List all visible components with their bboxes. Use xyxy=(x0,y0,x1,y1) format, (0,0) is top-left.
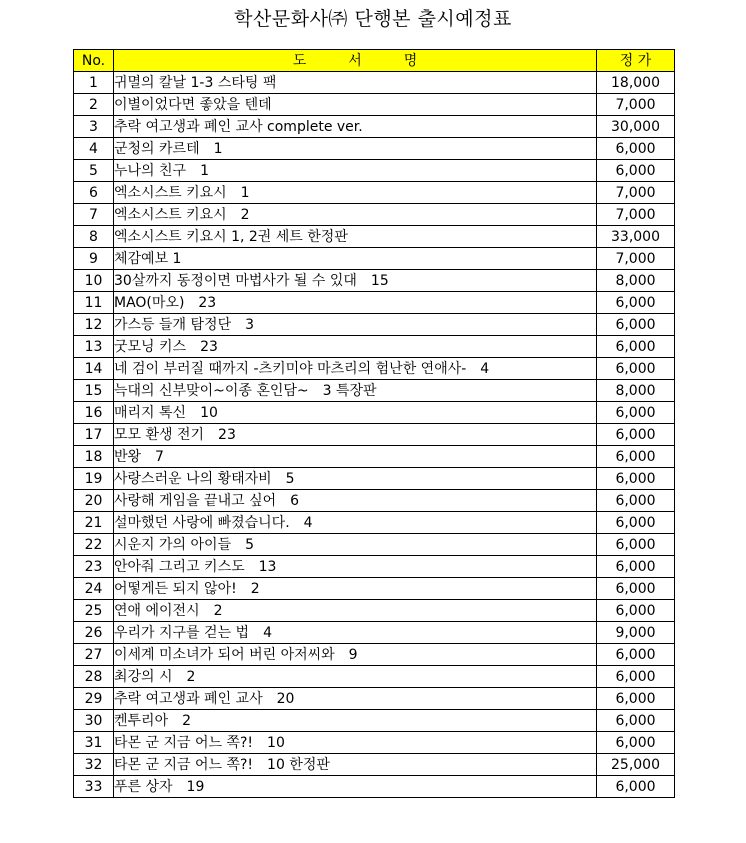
book-title: 푸른 상자 19 xyxy=(114,776,597,798)
book-title: 이별이었다면 좋았을 텐데 xyxy=(114,94,597,116)
table-row xyxy=(74,622,675,644)
book-title: 추락 여고생과 폐인 교사 complete ver. xyxy=(114,116,597,138)
row-number: 4 xyxy=(74,138,114,160)
book-price: 6,000 xyxy=(597,402,675,424)
book-price: 8,000 xyxy=(597,380,675,402)
book-title: 어떻게든 되지 않아! 2 xyxy=(114,578,597,600)
row-number: 26 xyxy=(74,622,114,644)
table-row xyxy=(74,424,675,446)
page-title: 학산문화사㈜ 단행본 출시예정표 xyxy=(234,8,512,30)
row-number: 21 xyxy=(74,512,114,534)
book-price: 9,000 xyxy=(597,622,675,644)
book-title: 타몬 군 지금 어느 쪽?! 10 xyxy=(114,732,597,754)
row-number: 11 xyxy=(74,292,114,314)
row-number: 24 xyxy=(74,578,114,600)
book-price: 7,000 xyxy=(597,204,675,226)
row-number: 20 xyxy=(74,490,114,512)
row-number: 7 xyxy=(74,204,114,226)
header-no: No. xyxy=(74,50,114,72)
book-price: 6,000 xyxy=(597,578,675,600)
book-price: 6,000 xyxy=(597,160,675,182)
table-row xyxy=(74,270,675,292)
book-price: 30,000 xyxy=(597,116,675,138)
book-price: 6,000 xyxy=(597,666,675,688)
book-price: 6,000 xyxy=(597,314,675,336)
book-title: 이세계 미소녀가 되어 버린 아저씨와 9 xyxy=(114,644,597,666)
book-title: 엑소시스트 키요시 2 xyxy=(114,204,597,226)
table-row xyxy=(74,402,675,424)
table-row xyxy=(74,204,675,226)
table-row xyxy=(74,468,675,490)
row-number: 19 xyxy=(74,468,114,490)
book-price: 6,000 xyxy=(597,358,675,380)
table-row xyxy=(74,182,675,204)
table-row xyxy=(74,754,675,776)
table-row xyxy=(74,380,675,402)
book-title: 시운지 가의 아이들 5 xyxy=(114,534,597,556)
book-price: 6,000 xyxy=(597,424,675,446)
book-title: MAO(마오) 23 xyxy=(114,292,597,314)
book-title: 설마했던 사랑에 빠졌습니다. 4 xyxy=(114,512,597,534)
row-number: 13 xyxy=(74,336,114,358)
row-number: 3 xyxy=(74,116,114,138)
book-title: 30살까지 동정이면 마법사가 될 수 있대 15 xyxy=(114,270,597,292)
table-row xyxy=(74,292,675,314)
table-row xyxy=(74,358,675,380)
book-price: 33,000 xyxy=(597,226,675,248)
book-title: 추락 여고생과 폐인 교사 20 xyxy=(114,688,597,710)
book-title: 늑대의 신부맞이~이종 혼인담~ 3 특장판 xyxy=(114,380,597,402)
book-price: 7,000 xyxy=(597,248,675,270)
row-number: 2 xyxy=(74,94,114,116)
book-title: 엑소시스트 키요시 1, 2권 세트 한정판 xyxy=(114,226,597,248)
header-price: 정 가 xyxy=(597,50,675,72)
table-row xyxy=(74,226,675,248)
book-price: 6,000 xyxy=(597,292,675,314)
book-title: 타몬 군 지금 어느 쪽?! 10 한정판 xyxy=(114,754,597,776)
book-title: 굿모닝 키스 23 xyxy=(114,336,597,358)
table-row xyxy=(74,160,675,182)
book-price: 6,000 xyxy=(597,336,675,358)
row-number: 15 xyxy=(74,380,114,402)
row-number: 29 xyxy=(74,688,114,710)
book-title: 사랑해 게임을 끝내고 싶어 6 xyxy=(114,490,597,512)
row-number: 6 xyxy=(74,182,114,204)
book-price: 6,000 xyxy=(597,644,675,666)
book-price: 6,000 xyxy=(597,512,675,534)
book-title: 최강의 시 2 xyxy=(114,666,597,688)
table-row xyxy=(74,534,675,556)
row-number: 28 xyxy=(74,666,114,688)
table-row xyxy=(74,710,675,732)
book-price: 8,000 xyxy=(597,270,675,292)
book-price: 7,000 xyxy=(597,94,675,116)
book-price: 18,000 xyxy=(597,72,675,94)
book-title: 군청의 카르테 1 xyxy=(114,138,597,160)
table-row xyxy=(74,94,675,116)
row-number: 32 xyxy=(74,754,114,776)
table-row xyxy=(74,490,675,512)
table-header xyxy=(74,50,675,72)
table-row xyxy=(74,666,675,688)
table-row xyxy=(74,556,675,578)
book-title: 모모 환생 전기 23 xyxy=(114,424,597,446)
table-row xyxy=(74,512,675,534)
book-title: 사랑스러운 나의 황태자비 5 xyxy=(114,468,597,490)
book-price: 6,000 xyxy=(597,600,675,622)
row-number: 27 xyxy=(74,644,114,666)
book-title: 누나의 친구 1 xyxy=(114,160,597,182)
table-row xyxy=(74,72,675,94)
table-body xyxy=(74,72,675,798)
table-row xyxy=(74,248,675,270)
table-row xyxy=(74,688,675,710)
book-price: 6,000 xyxy=(597,776,675,798)
row-number: 18 xyxy=(74,446,114,468)
row-number: 25 xyxy=(74,600,114,622)
row-number: 10 xyxy=(74,270,114,292)
book-price: 6,000 xyxy=(597,534,675,556)
book-title: 체감예보 1 xyxy=(114,248,597,270)
book-title: 가스등 들개 탐정단 3 xyxy=(114,314,597,336)
book-title: 우리가 지구를 걷는 법 4 xyxy=(114,622,597,644)
book-price: 6,000 xyxy=(597,138,675,160)
book-title: 켄투리아 2 xyxy=(114,710,597,732)
row-number: 8 xyxy=(74,226,114,248)
book-price: 6,000 xyxy=(597,710,675,732)
table-row xyxy=(74,446,675,468)
book-price: 6,000 xyxy=(597,556,675,578)
table-row xyxy=(74,336,675,358)
book-title: 반왕 7 xyxy=(114,446,597,468)
book-price: 6,000 xyxy=(597,732,675,754)
row-number: 9 xyxy=(74,248,114,270)
book-title: 네 검이 부러질 때까지 -츠키미야 마츠리의 험난한 연애사- 4 xyxy=(114,358,597,380)
book-price: 6,000 xyxy=(597,490,675,512)
book-price: 6,000 xyxy=(597,446,675,468)
book-price: 7,000 xyxy=(597,182,675,204)
book-price: 25,000 xyxy=(597,754,675,776)
book-title: 귀멸의 칼날 1-3 스타팅 팩 xyxy=(114,72,597,94)
book-title: 안아줘 그리고 키스도 13 xyxy=(114,556,597,578)
book-title: 연애 에이전시 2 xyxy=(114,600,597,622)
table-row xyxy=(74,644,675,666)
table-row xyxy=(74,116,675,138)
table-row xyxy=(74,732,675,754)
row-number: 31 xyxy=(74,732,114,754)
row-number: 5 xyxy=(74,160,114,182)
row-number: 1 xyxy=(74,72,114,94)
table-row xyxy=(74,776,675,798)
row-number: 14 xyxy=(74,358,114,380)
header-title: 도 서 명 xyxy=(114,50,597,72)
row-number: 30 xyxy=(74,710,114,732)
table-row xyxy=(74,314,675,336)
row-number: 17 xyxy=(74,424,114,446)
table-row xyxy=(74,578,675,600)
book-title: 매리지 톡신 10 xyxy=(114,402,597,424)
release-schedule-table xyxy=(73,49,675,798)
table-row xyxy=(74,138,675,160)
row-number: 33 xyxy=(74,776,114,798)
row-number: 23 xyxy=(74,556,114,578)
book-price: 6,000 xyxy=(597,468,675,490)
book-title: 엑소시스트 키요시 1 xyxy=(114,182,597,204)
row-number: 16 xyxy=(74,402,114,424)
table-row xyxy=(74,600,675,622)
row-number: 22 xyxy=(74,534,114,556)
header-row xyxy=(74,50,675,72)
row-number: 12 xyxy=(74,314,114,336)
book-price: 6,000 xyxy=(597,688,675,710)
